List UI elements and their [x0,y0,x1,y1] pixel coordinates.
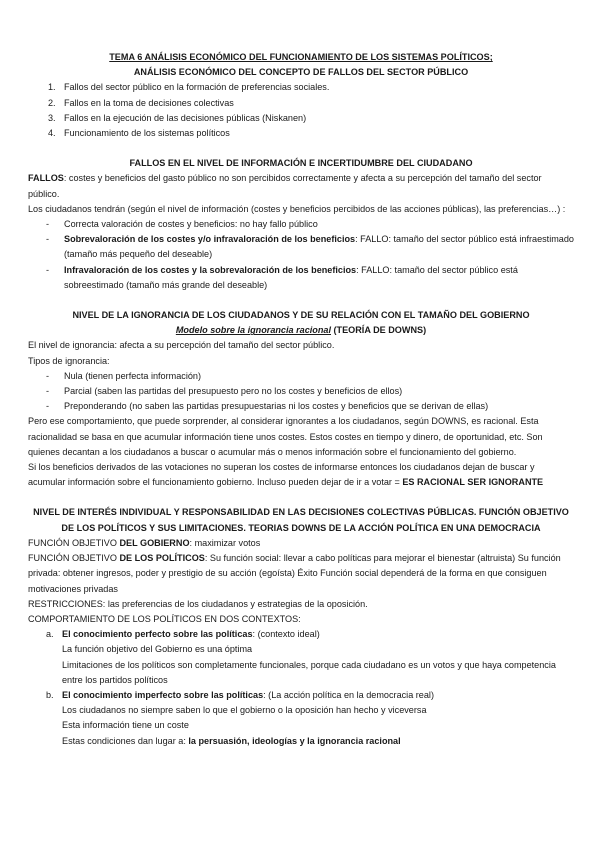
voting-paragraph: Si los beneficios derivados de las votaciones no superan los costes de informarse entonces los ciudadanos dejan de buscar y acumular información sobre el funcionamiento gobierno. Incluso pueden dejar de ir a votar = ES RACIONAL SER IGNORANTE [28,462,544,488]
list-item: 2. Fallos en la toma de decisiones colectivas [48,97,234,108]
section-heading-ignorance: NIVEL DE LA IGNORANCIA DE LOS CIUDADANOS Y DE SU RELACIÓN CON EL TAMAÑO DEL GOBIERNO [72,310,530,321]
index-list [28,80,574,141]
section-heading-info: FALLOS EN EL NIVEL DE INFORMACIÓN E INCERTIDUMBRE DEL CIUDADANO [129,158,473,169]
section-heading-interest: NIVEL DE INTERÉS INDIVIDUAL Y RESPONSABILIDAD EN LAS DECISIONES COLECTIVAS PÚBLICAS. FUNCIÓN OBJETIVO DE LOS POLÍTICOS Y SUS LIMITACIONES. TEORIAS DOWNS DE LA ACCIÓN POLÍTICA EN UNA DEMOCRACIA [33,507,569,533]
list-item: b. El conocimiento imperfecto sobre las políticas: (La acción política en la democracia real) Los ciudadanos no siempre saben lo que el gobierno o la oposición han hecho y viceversa Esta información tiene un coste Estas condiciones dan lugar a: la persuasión, ideologías y la ignorancia racional [46,689,434,746]
preferences-intro: Los ciudadanos tendrán (según el nivel de información (costes y beneficios percibidos de las acciones públicas), las preferencias…) : [28,203,566,214]
list-item: 4. Funcionamiento de los sistemas políticos [48,128,230,139]
restrictions: RESTRICCIONES: las preferencias de los ciudadanos y estrategias de la oposición. [28,598,368,609]
document-subtitle: ANÁLISIS ECONÓMICO DEL CONCEPTO DE FALLOS DEL SECTOR PÚBLICO [133,67,469,78]
list-item: - Parcial (saben las partidas del presupuesto pero no los costes y beneficios de ellos) [46,386,403,397]
list-item: - Correcta valoración de costes y beneficios: no hay fallo público [46,219,318,230]
list-item: - Infravaloración de los costes y la sobrevaloración de los beneficios: FALLO: tamaño del sector público está sobreestimado (tamaño más grande del deseable) [46,264,518,290]
behaviour-label: COMPORTAMIENTO DE LOS POLÍTICOS EN DOS CONTEXTOS: [28,613,301,624]
list-item: 1. Fallos del sector público en la formación de preferencias sociales. [48,82,330,93]
ignorance-types-list [28,369,574,415]
document-title: TEMA 6 ANÁLISIS ECONÓMICO DEL FUNCIONAMIENTO DE LOS SISTEMAS POLÍTICOS; [109,52,493,62]
rationality-paragraph: Pero ese comportamiento, que puede sorprender, al considerar ignorantes a los ciudadanos, según DOWNS, es racional. Esta racionalidad se basa en que acumular información tiene unos costes. Estos costes en tiempo y dinero, de oportunidad, etc. Son quienes decantan a los ciudadanos a buscar o acumular más o menos información sobre el funcionamiento del gobierno. [28,416,543,457]
list-item: 3. Fallos en la ejecución de las decisiones públicas (Niskanen) [48,112,307,123]
ignorance-definition: El nivel de ignorancia: afecta a su percepción del tamaño del sector público. [28,340,335,351]
document-page [28,50,574,749]
valuation-list [28,217,574,293]
model-title: Modelo sobre la ignorancia racional (TEORÍA DE DOWNS) [175,325,427,336]
list-item: - Nula (tienen perfecta información) [46,370,201,381]
list-item: - Sobrevaloración de los costes y/o infravaloración de los beneficios: FALLO: tamaño del sector público está infraestimado (tamaño más pequeño del deseable) [46,234,574,260]
types-label: Tipos de ignorancia: [28,355,110,366]
contexts-list [28,627,574,749]
politicians-objective: FUNCIÓN OBJETIVO DE LOS POLÍTICOS: Su función social: llevar a cabo políticas para mejorar el bienestar (altruista) Su función privada: obtener ingresos, poder y prestigio de su acción (egoísta) Éxito Función social dependerá de la forma en que consiguen motivaciones privadas [28,553,561,594]
list-item: a. El conocimiento perfecto sobre las políticas: (contexto ideal) La función objetivo del Gobierno es una óptima Limitaciones de los políticos son completamente funcionales, porque cada ciudadano es un votos y que haya competencia entre los partidos políticos [46,629,556,685]
list-item: - Preponderando (no saben las partidas presupuestarias ni los costes y beneficios que se derivan de ellas) [46,401,489,412]
fallos-paragraph: FALLOS: costes y beneficios del gasto público no son percibidos correctamente y afecta a su percepción del tamaño del sector público. [28,173,542,199]
government-objective: FUNCIÓN OBJETIVO DEL GOBIERNO: maximizar votos [28,537,261,548]
